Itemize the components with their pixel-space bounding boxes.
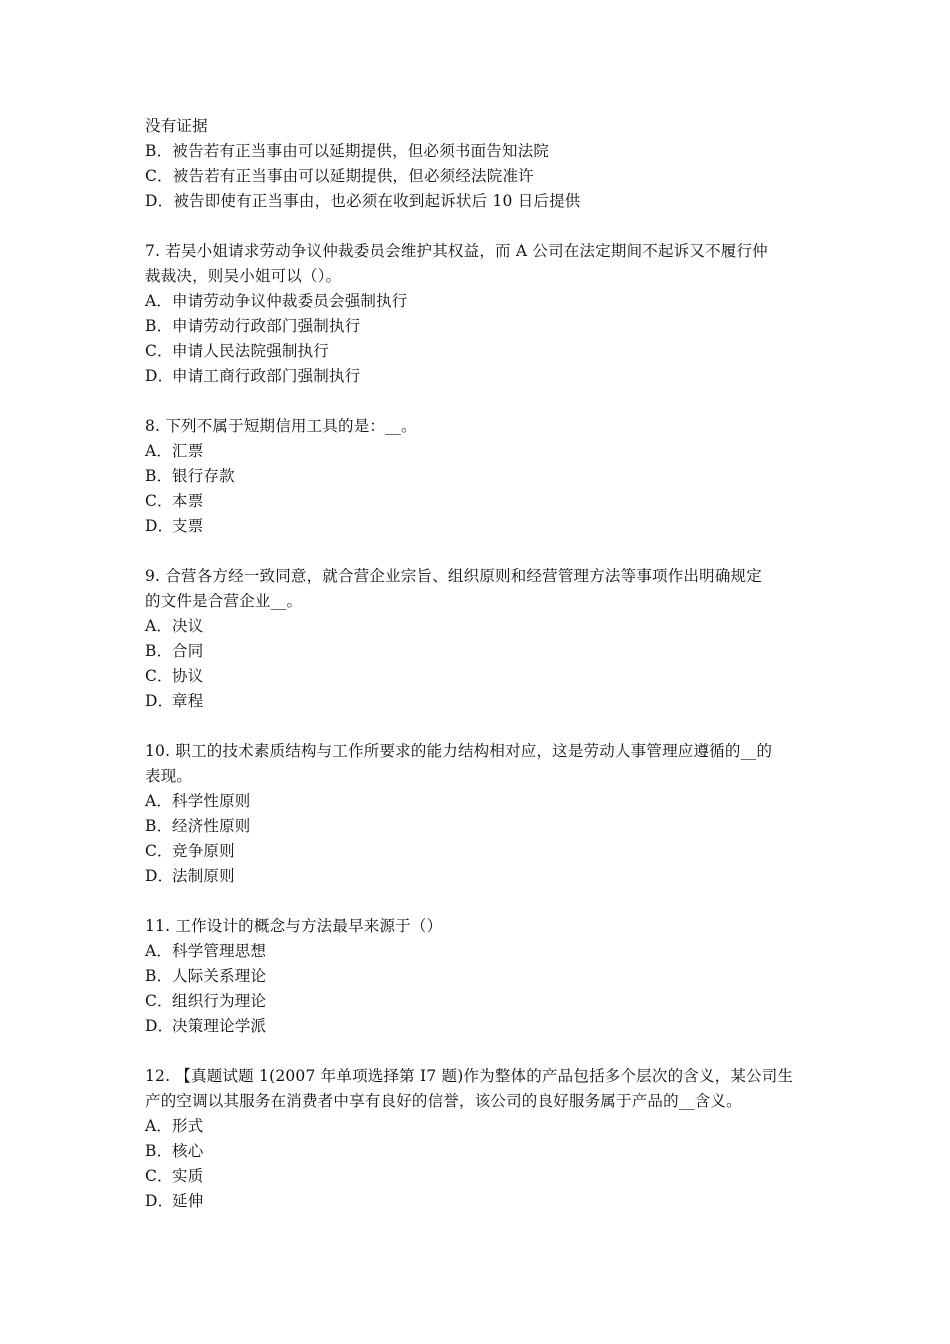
option-text: 申请人民法院强制执行 — [172, 342, 330, 360]
option-letter: D． — [145, 1192, 174, 1210]
question-8 — [145, 414, 810, 539]
question-stem: 产的空调以其服务在消费者中享有良好的信誉，该公司的良好服务属于产品的__含义。 — [145, 1092, 742, 1110]
option-text: 协议 — [172, 667, 204, 685]
option-c — [145, 489, 810, 514]
option-text: 形式 — [172, 1117, 204, 1135]
option-text: 延伸 — [172, 1192, 204, 1210]
question-stem: 11. 工作设计的概念与方法最早来源于（） — [145, 917, 443, 935]
option-text: 经济性原则 — [172, 817, 251, 835]
question-7 — [145, 239, 810, 389]
option-letter: C． — [145, 992, 173, 1010]
option-d — [145, 864, 810, 889]
option-letter: D． — [145, 692, 174, 710]
option-a — [145, 614, 810, 639]
option-text: 科学管理思想 — [172, 942, 267, 960]
option-d — [145, 1014, 810, 1039]
option-text: 科学性原则 — [172, 792, 251, 810]
option-text: 决策理论学派 — [172, 1017, 267, 1035]
option-text: 核心 — [172, 1142, 204, 1160]
option-text: 本票 — [172, 492, 204, 510]
option-d — [145, 514, 810, 539]
option-text: 申请劳动争议仲裁委员会强制执行 — [172, 292, 408, 310]
option-letter: B． — [145, 642, 173, 660]
option-b — [145, 1139, 810, 1164]
option-text: 章程 — [172, 692, 204, 710]
option-letter: C． — [145, 842, 173, 860]
option-letter: A． — [145, 1117, 173, 1135]
option-text: 申请劳动行政部门强制执行 — [172, 317, 361, 335]
option-b — [145, 464, 810, 489]
option-text: 竞争原则 — [172, 842, 235, 860]
question-stem: 7. 若吴小姐请求劳动争议仲裁委员会维护其权益，而 A 公司在法定期间不起诉又不履行仲 — [145, 242, 768, 260]
option-letter: D． — [145, 1017, 174, 1035]
option-c — [145, 664, 810, 689]
option-a — [145, 1114, 810, 1139]
option-d — [145, 689, 810, 714]
option-a — [145, 939, 810, 964]
question-stem: 裁裁决，则吴小姐可以（）。 — [145, 267, 342, 285]
option-text: 合同 — [172, 642, 204, 660]
option-letter: B． — [145, 467, 173, 485]
option-b — [145, 314, 810, 339]
option-text: 组织行为理论 — [172, 992, 267, 1010]
option-letter: B． — [145, 817, 173, 835]
option-b — [145, 964, 810, 989]
option-b — [145, 814, 810, 839]
option-c — [145, 989, 810, 1014]
option-text: 实质 — [172, 1167, 204, 1185]
question-10 — [145, 739, 810, 889]
carryover-option-b: B．被告若有正当事由可以延期提供，但必须书面告知法院 — [145, 142, 550, 160]
question-stem: 表现。 — [145, 767, 193, 785]
carryover-option-d: D．被告即使有正当事由，也必须在收到起诉状后 10 日后提供 — [145, 192, 581, 210]
option-letter: A． — [145, 792, 173, 810]
carryover-line: 没有证据 — [145, 117, 208, 135]
option-letter: D． — [145, 517, 174, 535]
option-a — [145, 439, 810, 464]
question-stem: 的文件是合营企业__。 — [145, 592, 303, 610]
option-letter: C． — [145, 1167, 173, 1185]
question-9 — [145, 564, 810, 714]
option-a — [145, 289, 810, 314]
option-letter: A． — [145, 292, 173, 310]
option-d — [145, 364, 810, 389]
question-stem: 8. 下列不属于短期信用工具的是：__。 — [145, 417, 417, 435]
option-text: 汇票 — [172, 442, 204, 460]
option-letter: D． — [145, 367, 174, 385]
option-text: 申请工商行政部门强制执行 — [172, 367, 361, 385]
question-11 — [145, 914, 810, 1039]
option-letter: D． — [145, 867, 174, 885]
option-a — [145, 789, 810, 814]
option-letter: B． — [145, 317, 173, 335]
document-page — [145, 114, 810, 1214]
option-letter: B． — [145, 967, 173, 985]
option-text: 支票 — [172, 517, 204, 535]
option-letter: C． — [145, 667, 173, 685]
option-b — [145, 639, 810, 664]
option-letter: A． — [145, 942, 173, 960]
option-letter: C． — [145, 492, 173, 510]
carryover-block — [145, 114, 810, 214]
carryover-option-c: C．被告若有正当事由可以延期提供，但必须经法院准许 — [145, 167, 534, 185]
option-c — [145, 1164, 810, 1189]
option-letter: A． — [145, 442, 173, 460]
option-letter: A． — [145, 617, 173, 635]
question-stem: 10. 职工的技术素质结构与工作所要求的能力结构相对应，这是劳动人事管理应遵循的__的 — [145, 742, 773, 760]
question-stem: 9. 合营各方经一致同意，就合营企业宗旨、组织原则和经营管理方法等事项作出明确规定 — [145, 567, 762, 585]
option-letter: B． — [145, 1142, 173, 1160]
option-c — [145, 339, 810, 364]
option-text: 人际关系理论 — [172, 967, 267, 985]
option-text: 法制原则 — [172, 867, 235, 885]
option-c — [145, 839, 810, 864]
option-d — [145, 1189, 810, 1214]
option-text: 银行存款 — [172, 467, 235, 485]
question-12 — [145, 1064, 810, 1214]
question-stem: 12. 【真题试题 1(2007 年单项选择第 I7 题)作为整体的产品包括多个层次的含义，某公司生 — [145, 1067, 794, 1085]
option-letter: C． — [145, 342, 173, 360]
option-text: 决议 — [172, 617, 204, 635]
